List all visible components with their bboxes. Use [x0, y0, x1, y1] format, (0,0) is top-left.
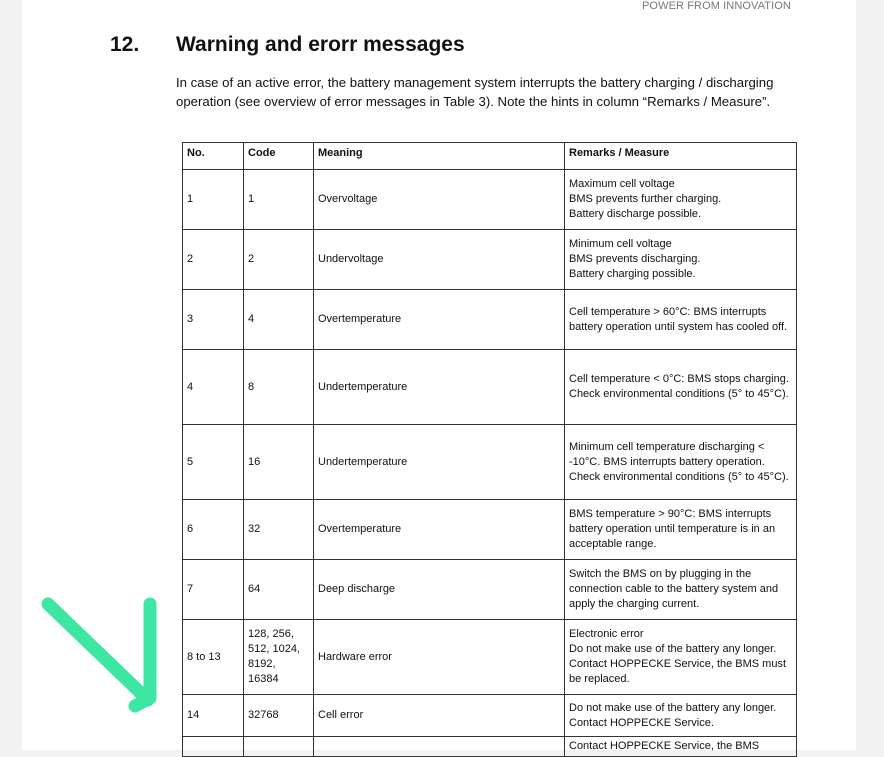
- cell-no: 5: [183, 425, 244, 500]
- remark-line: Check environmental conditions (5° to 45°C).: [569, 388, 789, 400]
- cell-meaning: Undervoltage: [314, 230, 565, 290]
- remark-line: Minimum cell voltage: [569, 238, 672, 250]
- remark-line: Check environmental conditions (5° to 45°C).: [569, 470, 789, 483]
- remark-line: Battery charging possible.: [569, 268, 696, 280]
- remark-line: Contact HOPPECKE Service.: [569, 716, 714, 729]
- remark-line: Cell temperature > 60°C: BMS interrupts battery operation until system has cooled off.: [569, 305, 788, 333]
- table-row: [183, 170, 797, 230]
- cell-code: 64: [244, 560, 314, 620]
- section-intro: In case of an active error, the battery management system interrupts the battery charging / discharging operation (see overview of error messages in Table 3). Note the hints in column “Remarks / Measure”.: [176, 75, 774, 109]
- cell-remarks: [565, 737, 797, 757]
- cell-remarks: [565, 230, 797, 290]
- cell-meaning: Deep discharge: [314, 560, 565, 620]
- remark-line: Do not make use of the battery any longer.: [569, 643, 777, 655]
- table-row: [183, 290, 797, 350]
- cell-code: 16: [244, 425, 314, 500]
- table-row: [183, 350, 797, 425]
- cell-no: 4: [183, 350, 244, 425]
- cell-no: 1: [183, 170, 244, 230]
- cell-remarks: [565, 350, 797, 425]
- table-row: [183, 620, 797, 695]
- cell-remarks: [565, 290, 797, 350]
- cell-meaning: Hardware error: [314, 620, 565, 695]
- cell-meaning: [314, 737, 565, 757]
- remark-line: Contact HOPPECKE Service, the BMS must be replaced.: [569, 658, 787, 685]
- header-no: No.: [183, 143, 244, 170]
- cell-code: 32: [244, 500, 314, 560]
- remark-line: Maximum cell voltage: [569, 178, 675, 190]
- remark-line: Battery discharge possible.: [569, 208, 702, 220]
- table-row: [183, 500, 797, 560]
- header-code: Code: [244, 143, 314, 170]
- cell-remarks: [565, 425, 797, 500]
- cell-no: 8 to 13: [183, 620, 244, 695]
- cell-code: [244, 737, 314, 757]
- table-body: [183, 170, 797, 757]
- remark-line: Switch the BMS on by plugging in the connection cable to the battery system and apply the charging current.: [569, 568, 779, 610]
- header-meaning: Meaning: [314, 143, 565, 170]
- cell-remarks: [565, 560, 797, 620]
- table-row: [183, 425, 797, 500]
- section-title: Warning and erorr messages: [176, 33, 465, 56]
- table-row: [183, 230, 797, 290]
- remark-line: BMS prevents further charging.: [569, 193, 722, 205]
- cell-code: 1: [244, 170, 314, 230]
- cell-no: [183, 737, 244, 757]
- cell-no: 6: [183, 500, 244, 560]
- cell-meaning: Undertemperature: [314, 350, 565, 425]
- cell-remarks: [565, 620, 797, 695]
- cell-remarks: [565, 695, 797, 737]
- remark-line: Electronic error: [569, 628, 644, 640]
- cell-meaning: Undertemperature: [314, 425, 565, 500]
- table-row: [183, 737, 797, 757]
- cell-code: 32768: [244, 695, 314, 737]
- table-header-row: [183, 143, 797, 170]
- error-messages-table: [182, 142, 797, 757]
- section-number: 12.: [110, 33, 140, 56]
- cell-code: 4: [244, 290, 314, 350]
- cell-no: 14: [183, 695, 244, 737]
- header-remarks: Remarks / Measure: [565, 143, 797, 170]
- remark-line: Do not make use of the battery any longer.: [569, 701, 777, 714]
- document-page: [22, 0, 856, 750]
- table-row: [183, 695, 797, 737]
- cell-no: 7: [183, 560, 244, 620]
- cell-meaning: Overvoltage: [314, 170, 565, 230]
- cell-code: 128, 256, 512, 1024, 8192, 16384: [244, 620, 314, 695]
- cell-meaning: Overtemperature: [314, 290, 565, 350]
- remark-line: BMS temperature > 90°C: BMS interrupts battery operation until temperature is in an acceptable range.: [569, 508, 776, 550]
- cell-remarks: [565, 500, 797, 560]
- cell-code: 2: [244, 230, 314, 290]
- cell-no: 3: [183, 290, 244, 350]
- remark-line: Minimum cell temperature discharging < -10°C. BMS interrupts battery operation.: [569, 440, 765, 468]
- brand-tagline: POWER FROM INNOVATION: [642, 0, 791, 12]
- cell-meaning: Overtemperature: [314, 500, 565, 560]
- cell-no: 2: [183, 230, 244, 290]
- cell-remarks: [565, 170, 797, 230]
- cell-code: 8: [244, 350, 314, 425]
- cell-meaning: Cell error: [314, 695, 565, 737]
- table-row: [183, 560, 797, 620]
- remark-line: BMS prevents discharging.: [569, 253, 701, 265]
- remark-line: Contact HOPPECKE Service, the BMS: [569, 740, 760, 752]
- remark-line: Cell temperature < 0°C: BMS stops charging.: [569, 373, 789, 385]
